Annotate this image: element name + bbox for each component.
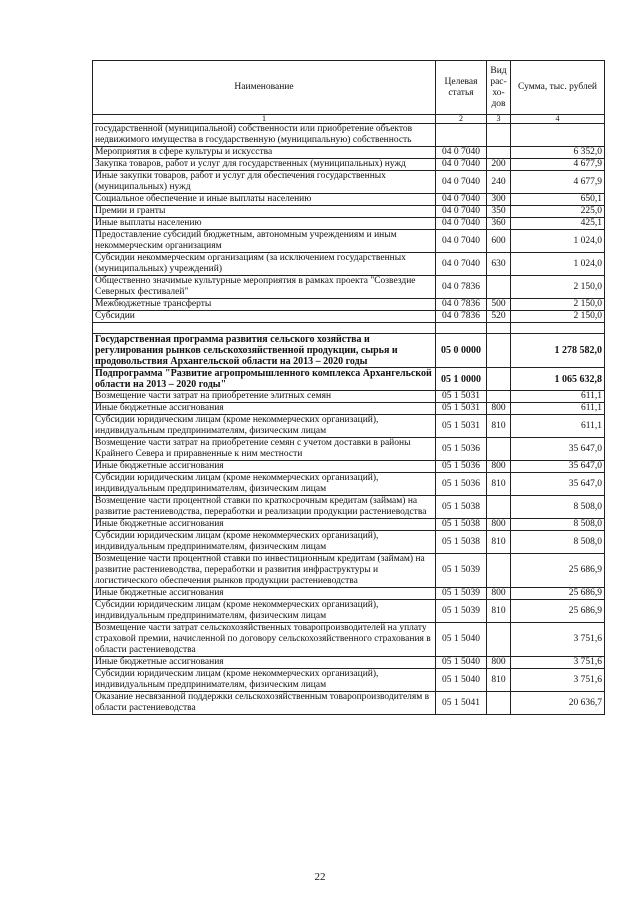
row-article: 05 1 0000 [436, 368, 487, 391]
row-article: 04 0 7040 [436, 230, 487, 253]
header-sum: Сумма, тыс. рублей [511, 61, 605, 115]
row-name: Иные закупки товаров, работ и услуг для обеспечения государственных (муниципальных) нужд [93, 171, 436, 194]
row-type: 200 [487, 159, 511, 171]
row-article: 05 1 5031 [436, 415, 487, 438]
row-type [487, 276, 511, 299]
row-name: государственной (муниципальной) собственности или приобретение объектов недвижимого имущества в государственную (муниципальную) собственность [93, 124, 436, 147]
row-sum: 8 508,0 [511, 531, 605, 554]
row-type: 800 [487, 519, 511, 531]
table-header-row [93, 61, 605, 115]
row-type: 520 [487, 311, 511, 323]
row-article [436, 323, 487, 334]
row-name: Государственная программа развития сельского хозяйства и регулирования рынков сельскохозяйственной продукции, сырья и продовольствия Архангельской области на 2013 – 2020 годы [93, 334, 436, 368]
table-row [93, 473, 605, 496]
row-sum: 25 686,9 [511, 554, 605, 588]
row-article: 05 1 5038 [436, 531, 487, 554]
row-sum: 25 686,9 [511, 600, 605, 623]
row-article: 04 0 7836 [436, 311, 487, 323]
document-page [92, 60, 604, 715]
budget-table [92, 60, 605, 715]
row-name: Субсидии юридическим лицам (кроме некоммерческих организаций), индивидуальным предпринимателям, физическим лицам [93, 669, 436, 692]
row-sum: 4 677,9 [511, 159, 605, 171]
column-number: 1 [93, 115, 436, 124]
row-name: Иные бюджетные ассигнования [93, 461, 436, 473]
row-type: 810 [487, 415, 511, 438]
header-article: Целевая статья [436, 61, 487, 115]
row-name: Иные бюджетные ассигнования [93, 403, 436, 415]
row-article: 04 0 7040 [436, 171, 487, 194]
row-article: 04 0 7836 [436, 299, 487, 311]
table-row [93, 159, 605, 171]
table-row [93, 554, 605, 588]
row-sum: 425,1 [511, 218, 605, 230]
row-sum: 4 677,9 [511, 171, 605, 194]
row-name: Закупка товаров, работ и услуг для государственных (муниципальных) нужд [93, 159, 436, 171]
table-row [93, 531, 605, 554]
header-name: Наименование [93, 61, 436, 115]
row-sum: 8 508,0 [511, 519, 605, 531]
row-name: Возмещение части затрат на приобретение элитных семян [93, 391, 436, 403]
row-article: 04 0 7040 [436, 147, 487, 159]
row-type: 630 [487, 253, 511, 276]
row-type [487, 368, 511, 391]
row-name: Иные бюджетные ассигнования [93, 657, 436, 669]
table-row [93, 124, 605, 147]
row-sum: 1 024,0 [511, 253, 605, 276]
header-type: Вид рас- хо- дов [487, 61, 511, 115]
row-sum: 3 751,6 [511, 669, 605, 692]
table-row [93, 171, 605, 194]
table-row [93, 299, 605, 311]
table-row [93, 519, 605, 531]
table-row [93, 657, 605, 669]
row-type [487, 147, 511, 159]
row-name: Субсидии юридическим лицам (кроме некоммерческих организаций), индивидуальным предпринимателям, физическим лицам [93, 415, 436, 438]
row-article: 04 0 7836 [436, 276, 487, 299]
table-row [93, 218, 605, 230]
row-name: Возмещение части затрат на приобретение семян с учетом доставки в районы Крайнего Севера и приравненные к ним местности [93, 438, 436, 461]
row-name: Субсидии юридическим лицам (кроме некоммерческих организаций), индивидуальным предпринимателям, физическим лицам [93, 531, 436, 554]
row-article: 05 1 5041 [436, 692, 487, 715]
row-sum: 1 024,0 [511, 230, 605, 253]
table-row [93, 600, 605, 623]
row-article: 04 0 7040 [436, 194, 487, 206]
row-name: Субсидии [93, 311, 436, 323]
row-name: Возмещение части затрат сельскохозяйственных товаропроизводителей на уплату страховой премии, начисленной по договору сельскохозяйственного страхования в области растениеводства [93, 623, 436, 657]
table-row [93, 147, 605, 159]
row-name: Субсидии юридическим лицам (кроме некоммерческих организаций), индивидуальным предпринимателям, физическим лицам [93, 473, 436, 496]
table-row [93, 194, 605, 206]
row-article: 05 1 5031 [436, 403, 487, 415]
table-row [93, 311, 605, 323]
row-type: 800 [487, 403, 511, 415]
row-sum [511, 124, 605, 147]
row-sum: 3 751,6 [511, 623, 605, 657]
row-sum: 650,1 [511, 194, 605, 206]
table-row [93, 253, 605, 276]
table-row [93, 230, 605, 253]
row-article: 05 1 5039 [436, 600, 487, 623]
row-sum: 35 647,0 [511, 473, 605, 496]
table-row [93, 692, 605, 715]
row-name: Оказание несвязанной поддержки сельскохозяйственным товаропроизводителям в области растениеводства [93, 692, 436, 715]
row-type [487, 554, 511, 588]
row-name: Иные выплаты населению [93, 218, 436, 230]
row-article: 05 1 5038 [436, 496, 487, 519]
row-type: 800 [487, 588, 511, 600]
column-number: 3 [487, 115, 511, 124]
table-row [93, 323, 605, 334]
row-article [436, 124, 487, 147]
row-type [487, 692, 511, 715]
row-sum: 35 647,0 [511, 461, 605, 473]
row-article: 05 1 5039 [436, 588, 487, 600]
table-row [93, 403, 605, 415]
row-article: 04 0 7040 [436, 206, 487, 218]
table-row [93, 334, 605, 368]
row-article: 05 1 5031 [436, 391, 487, 403]
row-name: Подпрограмма "Развитие агропромышленного комплекса Архангельской области на 2013 – 2020 годы" [93, 368, 436, 391]
row-sum: 6 352,0 [511, 147, 605, 159]
row-name: Субсидии юридическим лицам (кроме некоммерческих организаций), индивидуальным предпринимателям, физическим лицам [93, 600, 436, 623]
row-name: Иные бюджетные ассигнования [93, 588, 436, 600]
row-sum [511, 323, 605, 334]
table-row [93, 415, 605, 438]
row-article: 05 0 0000 [436, 334, 487, 368]
row-sum: 3 751,6 [511, 657, 605, 669]
table-body [93, 124, 605, 715]
row-sum: 20 636,7 [511, 692, 605, 715]
row-sum: 611,1 [511, 391, 605, 403]
row-article: 05 1 5036 [436, 461, 487, 473]
row-sum: 611,1 [511, 415, 605, 438]
row-article: 05 1 5040 [436, 623, 487, 657]
row-type [487, 438, 511, 461]
table-row [93, 623, 605, 657]
row-name: Премии и гранты [93, 206, 436, 218]
table-row [93, 496, 605, 519]
row-article: 05 1 5036 [436, 438, 487, 461]
row-sum: 8 508,0 [511, 496, 605, 519]
row-type [487, 334, 511, 368]
column-number: 4 [511, 115, 605, 124]
column-number: 2 [436, 115, 487, 124]
row-type [487, 391, 511, 403]
table-row [93, 588, 605, 600]
row-article: 04 0 7040 [436, 218, 487, 230]
table-row [93, 276, 605, 299]
row-sum: 1 278 582,0 [511, 334, 605, 368]
row-article: 04 0 7040 [436, 159, 487, 171]
row-name: Мероприятия в сфере культуры и искусства [93, 147, 436, 159]
row-name: Возмещение части процентной ставки по инвестиционным кредитам (займам) на развитие растениеводства, переработки и развития инфраструктуры и логистического обеспечения рынков продукции растениеводства [93, 554, 436, 588]
column-number-row [93, 115, 605, 124]
table-row [93, 206, 605, 218]
row-article: 05 1 5036 [436, 473, 487, 496]
row-article: 05 1 5038 [436, 519, 487, 531]
row-sum: 2 150,0 [511, 311, 605, 323]
row-type: 500 [487, 299, 511, 311]
row-type: 810 [487, 473, 511, 496]
row-name: Социальное обеспечение и иные выплаты населению [93, 194, 436, 206]
row-sum: 225,0 [511, 206, 605, 218]
row-type [487, 124, 511, 147]
row-name: Иные бюджетные ассигнования [93, 519, 436, 531]
table-row [93, 461, 605, 473]
row-name: Возмещение части процентной ставки по краткосрочным кредитам (займам) на развитие растениеводства, переработки и реализации продукции растениеводства [93, 496, 436, 519]
row-type: 810 [487, 531, 511, 554]
row-type: 800 [487, 657, 511, 669]
row-article: 05 1 5040 [436, 657, 487, 669]
table-row [93, 438, 605, 461]
row-article: 05 1 5040 [436, 669, 487, 692]
row-name: Общественно значимые культурные мероприятия в рамках проекта "Созвездие Северных фестивалей" [93, 276, 436, 299]
row-sum: 611,1 [511, 403, 605, 415]
row-type: 810 [487, 669, 511, 692]
row-type [487, 496, 511, 519]
row-type: 350 [487, 206, 511, 218]
row-sum: 25 686,9 [511, 588, 605, 600]
page-number: 22 [314, 871, 326, 883]
row-name [93, 323, 436, 334]
row-name: Субсидии некоммерческим организациям (за исключением государственных (муниципальных) учреждений) [93, 253, 436, 276]
row-type: 810 [487, 600, 511, 623]
row-type: 800 [487, 461, 511, 473]
row-type: 600 [487, 230, 511, 253]
row-type [487, 323, 511, 334]
row-sum: 2 150,0 [511, 276, 605, 299]
row-type: 360 [487, 218, 511, 230]
row-article: 05 1 5039 [436, 554, 487, 588]
table-row [93, 669, 605, 692]
row-name: Межбюджетные трансферты [93, 299, 436, 311]
row-type: 300 [487, 194, 511, 206]
row-type: 240 [487, 171, 511, 194]
row-sum: 35 647,0 [511, 438, 605, 461]
table-row [93, 391, 605, 403]
row-article: 04 0 7040 [436, 253, 487, 276]
row-type [487, 623, 511, 657]
table-row [93, 368, 605, 391]
row-sum: 2 150,0 [511, 299, 605, 311]
row-sum: 1 065 632,8 [511, 368, 605, 391]
row-name: Предоставление субсидий бюджетным, автономным учреждениям и иным некоммерческим организациям [93, 230, 436, 253]
